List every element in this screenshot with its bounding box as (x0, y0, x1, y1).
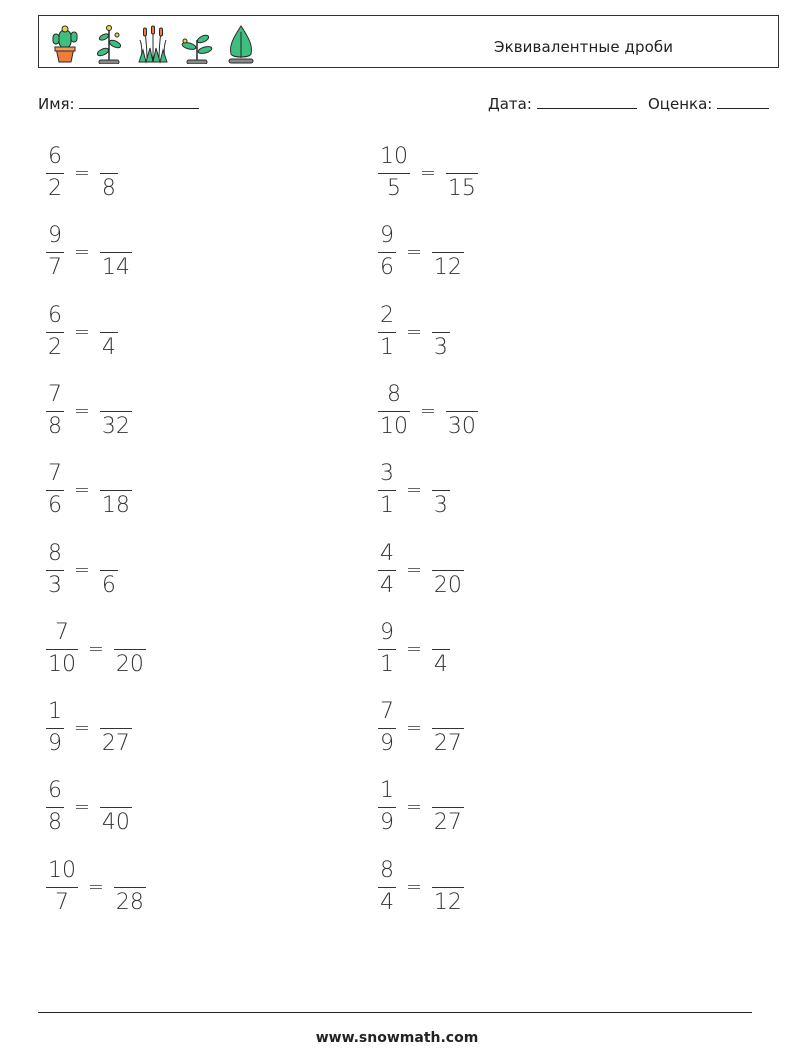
numerator: 10 (380, 144, 408, 169)
fraction-bar (100, 173, 118, 174)
equals-sign: = (74, 320, 90, 343)
numerator: 3 (380, 461, 394, 487)
denominator: 9 (380, 810, 394, 836)
denominator: 6 (380, 255, 394, 281)
denominator: 2 (48, 334, 62, 360)
name-blank[interactable] (79, 95, 199, 109)
tree-icon (225, 22, 257, 64)
denominator: 10 (380, 413, 408, 439)
answer-fraction[interactable] (432, 303, 450, 361)
problem-right-2 (378, 220, 464, 284)
fraction-bar (378, 252, 396, 253)
answer-fraction[interactable] (432, 699, 464, 757)
given-fraction (46, 223, 64, 281)
plant-icons (49, 22, 257, 64)
equals-sign: = (406, 637, 422, 660)
equals-sign: = (74, 162, 90, 184)
fraction-bar (46, 252, 64, 253)
answer-denominator: 15 (447, 176, 476, 201)
grade-label: Оценка: (648, 95, 713, 113)
problem-right-8 (378, 696, 464, 760)
denominator: 2 (48, 176, 62, 201)
equals-sign: = (406, 479, 422, 502)
problem-left-5 (46, 458, 132, 522)
answer-fraction[interactable] (100, 144, 118, 202)
problem-right-6 (378, 538, 464, 602)
problem-right-1 (378, 141, 478, 205)
answer-numerator-blank[interactable] (439, 223, 457, 249)
fraction-bar (100, 728, 132, 729)
answer-numerator-blank[interactable] (100, 541, 118, 567)
fraction-bar (432, 252, 464, 253)
numerator: 2 (380, 302, 394, 328)
fraction-bar (432, 570, 464, 571)
equals-sign: = (74, 717, 90, 740)
fraction-bar (46, 807, 64, 808)
problem-right-5 (378, 458, 450, 522)
fraction-bar (446, 173, 478, 174)
fraction-bar (100, 252, 132, 253)
numerator: 7 (48, 461, 62, 487)
fraction-bar (432, 332, 450, 333)
cactus-icon (49, 22, 81, 64)
answer-numerator-blank[interactable] (453, 382, 471, 408)
denominator: 4 (380, 572, 394, 598)
date-label: Дата: (488, 95, 532, 113)
equals-sign: = (74, 479, 90, 502)
answer-numerator-blank[interactable] (439, 778, 457, 804)
answer-numerator-blank[interactable] (432, 620, 450, 646)
problem-left-10 (46, 855, 146, 919)
fraction-bar (114, 649, 146, 650)
numerator: 7 (55, 619, 69, 645)
problem-right-9 (378, 775, 464, 839)
denominator: 7 (48, 255, 62, 281)
answer-numerator-blank[interactable] (439, 541, 457, 567)
fraction-bar (46, 332, 64, 333)
equals-sign: = (406, 558, 422, 581)
equals-sign: = (406, 875, 422, 898)
answer-denominator: 30 (447, 413, 476, 439)
given-fraction (378, 620, 396, 678)
numerator: 7 (380, 699, 394, 725)
equals-sign: = (74, 796, 90, 819)
given-fraction (46, 541, 64, 599)
answer-denominator: 28 (115, 889, 144, 915)
fraction-bar (100, 807, 132, 808)
answer-fraction[interactable] (432, 858, 464, 916)
numerator: 10 (48, 857, 76, 883)
answer-denominator: 20 (115, 651, 144, 677)
answer-numerator-blank[interactable] (439, 699, 457, 725)
problem-left-8 (46, 696, 132, 760)
equals-sign: = (406, 320, 422, 343)
denominator: 8 (48, 810, 62, 836)
numerator: 1 (380, 778, 394, 804)
fraction-bar (378, 411, 410, 412)
fraction-bar (378, 173, 410, 174)
given-fraction (378, 541, 396, 599)
numerator: 8 (48, 540, 62, 566)
reeds-icon (137, 22, 169, 64)
answer-denominator: 3 (433, 334, 448, 360)
answer-denominator: 27 (101, 731, 130, 757)
answer-denominator: 40 (101, 810, 130, 836)
fraction-bar (446, 411, 478, 412)
given-fraction (46, 620, 78, 678)
equals-sign: = (420, 399, 436, 422)
fraction-bar (46, 570, 64, 571)
answer-denominator: 8 (101, 176, 116, 201)
footer-divider (38, 1012, 752, 1013)
problem-left-3 (46, 300, 118, 364)
grade-field[interactable] (648, 95, 769, 113)
fraction-bar (378, 570, 396, 571)
fraction-bar (46, 887, 78, 888)
fraction-bar (432, 807, 464, 808)
name-label: Имя: (38, 95, 75, 113)
answer-fraction[interactable] (432, 461, 450, 519)
equals-sign: = (406, 241, 422, 264)
answer-numerator-blank[interactable] (453, 144, 471, 170)
answer-numerator-blank[interactable] (439, 858, 457, 884)
given-fraction (46, 858, 78, 916)
problem-left-4 (46, 379, 132, 443)
answer-fraction[interactable] (432, 541, 464, 599)
equals-sign: = (406, 717, 422, 740)
fraction-bar (378, 887, 396, 888)
answer-fraction[interactable] (100, 223, 132, 281)
denominator: 9 (380, 731, 394, 757)
denominator: 10 (48, 651, 76, 677)
denominator: 4 (380, 889, 394, 915)
answer-fraction[interactable] (100, 541, 118, 599)
denominator: 9 (48, 731, 62, 757)
answer-numerator-blank[interactable] (100, 144, 118, 170)
equals-sign: = (420, 162, 436, 184)
equals-sign: = (88, 875, 104, 898)
problem-left-1 (46, 141, 118, 205)
given-fraction (378, 461, 396, 519)
fraction-bar (114, 887, 146, 888)
footer-url[interactable]: www.snowmath.com (315, 1030, 479, 1046)
numerator: 8 (387, 381, 401, 407)
answer-fraction[interactable] (446, 382, 478, 440)
numerator: 9 (48, 223, 62, 249)
fraction-bar (432, 649, 450, 650)
given-fraction (46, 699, 64, 757)
given-fraction (46, 144, 64, 202)
fraction-bar (100, 490, 132, 491)
problem-right-10 (378, 855, 464, 919)
numerator: 6 (48, 144, 62, 169)
answer-denominator: 27 (433, 810, 462, 836)
given-fraction (378, 778, 396, 836)
date-field[interactable] (488, 95, 637, 113)
denominator: 7 (55, 889, 69, 915)
equals-sign: = (406, 796, 422, 819)
given-fraction (378, 144, 410, 202)
answer-numerator-blank[interactable] (432, 303, 450, 329)
equals-sign: = (74, 241, 90, 264)
given-fraction (46, 303, 64, 361)
denominator: 3 (48, 572, 62, 598)
answer-denominator: 12 (433, 255, 462, 281)
denominator: 8 (48, 413, 62, 439)
answer-denominator: 4 (101, 334, 116, 360)
denominator: 1 (380, 651, 394, 677)
numerator: 7 (48, 381, 62, 407)
answer-numerator-blank[interactable] (107, 699, 125, 725)
fraction-bar (432, 728, 464, 729)
fraction-bar (432, 887, 464, 888)
answer-numerator-blank[interactable] (121, 620, 139, 646)
problem-right-7 (378, 617, 450, 681)
answer-numerator-blank[interactable] (107, 382, 125, 408)
answer-denominator: 6 (101, 572, 116, 598)
answer-fraction[interactable] (100, 778, 132, 836)
given-fraction (46, 778, 64, 836)
numerator: 1 (48, 699, 62, 725)
denominator: 6 (48, 493, 62, 519)
answer-numerator-blank[interactable] (107, 223, 125, 249)
sheet-title: Эквивалентные дроби (494, 38, 674, 56)
fraction-bar (46, 411, 64, 412)
answer-denominator: 18 (101, 493, 130, 519)
fraction-bar (100, 332, 118, 333)
answer-numerator-blank[interactable] (432, 461, 450, 487)
fraction-bar (100, 570, 118, 571)
answer-fraction[interactable] (100, 699, 132, 757)
numerator: 4 (380, 540, 394, 566)
denominator: 5 (387, 176, 401, 201)
answer-denominator: 3 (433, 493, 448, 519)
name-field[interactable] (38, 95, 199, 113)
problem-left-9 (46, 775, 132, 839)
given-fraction (378, 858, 396, 916)
answer-fraction[interactable] (114, 620, 146, 678)
equals-sign: = (88, 637, 104, 660)
header-box (38, 15, 779, 68)
equals-sign: = (74, 558, 90, 581)
fraction-bar (46, 490, 64, 491)
fraction-bar (378, 332, 396, 333)
answer-numerator-blank[interactable] (107, 461, 125, 487)
numerator: 9 (380, 223, 394, 249)
problem-left-6 (46, 538, 118, 602)
numerator: 6 (48, 302, 62, 328)
answer-fraction[interactable] (100, 461, 132, 519)
fraction-bar (378, 728, 396, 729)
equals-sign: = (74, 399, 90, 422)
fraction-bar (378, 490, 396, 491)
answer-fraction[interactable] (432, 620, 450, 678)
problem-left-2 (46, 220, 132, 284)
answer-denominator: 27 (433, 731, 462, 757)
answer-denominator: 12 (433, 889, 462, 915)
answer-fraction[interactable] (100, 382, 132, 440)
fraction-bar (432, 490, 450, 491)
numerator: 6 (48, 778, 62, 804)
sprout-icon (181, 22, 213, 64)
answer-denominator: 20 (433, 572, 462, 598)
fraction-bar (100, 411, 132, 412)
answer-fraction[interactable] (432, 223, 464, 281)
answer-fraction[interactable] (446, 144, 478, 202)
answer-denominator: 32 (101, 413, 130, 439)
seedling-icon (93, 22, 125, 64)
answer-numerator-blank[interactable] (100, 303, 118, 329)
given-fraction (378, 223, 396, 281)
numerator: 8 (380, 857, 394, 883)
given-fraction (378, 699, 396, 757)
denominator: 1 (380, 493, 394, 519)
answer-fraction[interactable] (100, 303, 118, 361)
grade-blank[interactable] (717, 95, 769, 109)
fraction-bar (378, 649, 396, 650)
answer-numerator-blank[interactable] (121, 858, 139, 884)
problem-right-3 (378, 300, 450, 364)
date-blank[interactable] (537, 95, 637, 109)
fraction-bar (46, 173, 64, 174)
given-fraction (378, 382, 410, 440)
problem-right-4 (378, 379, 478, 443)
numerator: 9 (380, 619, 394, 645)
denominator: 1 (380, 334, 394, 360)
answer-denominator: 14 (101, 255, 130, 281)
fraction-bar (46, 728, 64, 729)
answer-denominator: 4 (433, 651, 448, 677)
given-fraction (46, 461, 64, 519)
answer-numerator-blank[interactable] (107, 778, 125, 804)
answer-fraction[interactable] (114, 858, 146, 916)
fraction-bar (46, 649, 78, 650)
problem-left-7 (46, 617, 146, 681)
given-fraction (378, 303, 396, 361)
fraction-bar (378, 807, 396, 808)
given-fraction (46, 382, 64, 440)
answer-fraction[interactable] (432, 778, 464, 836)
